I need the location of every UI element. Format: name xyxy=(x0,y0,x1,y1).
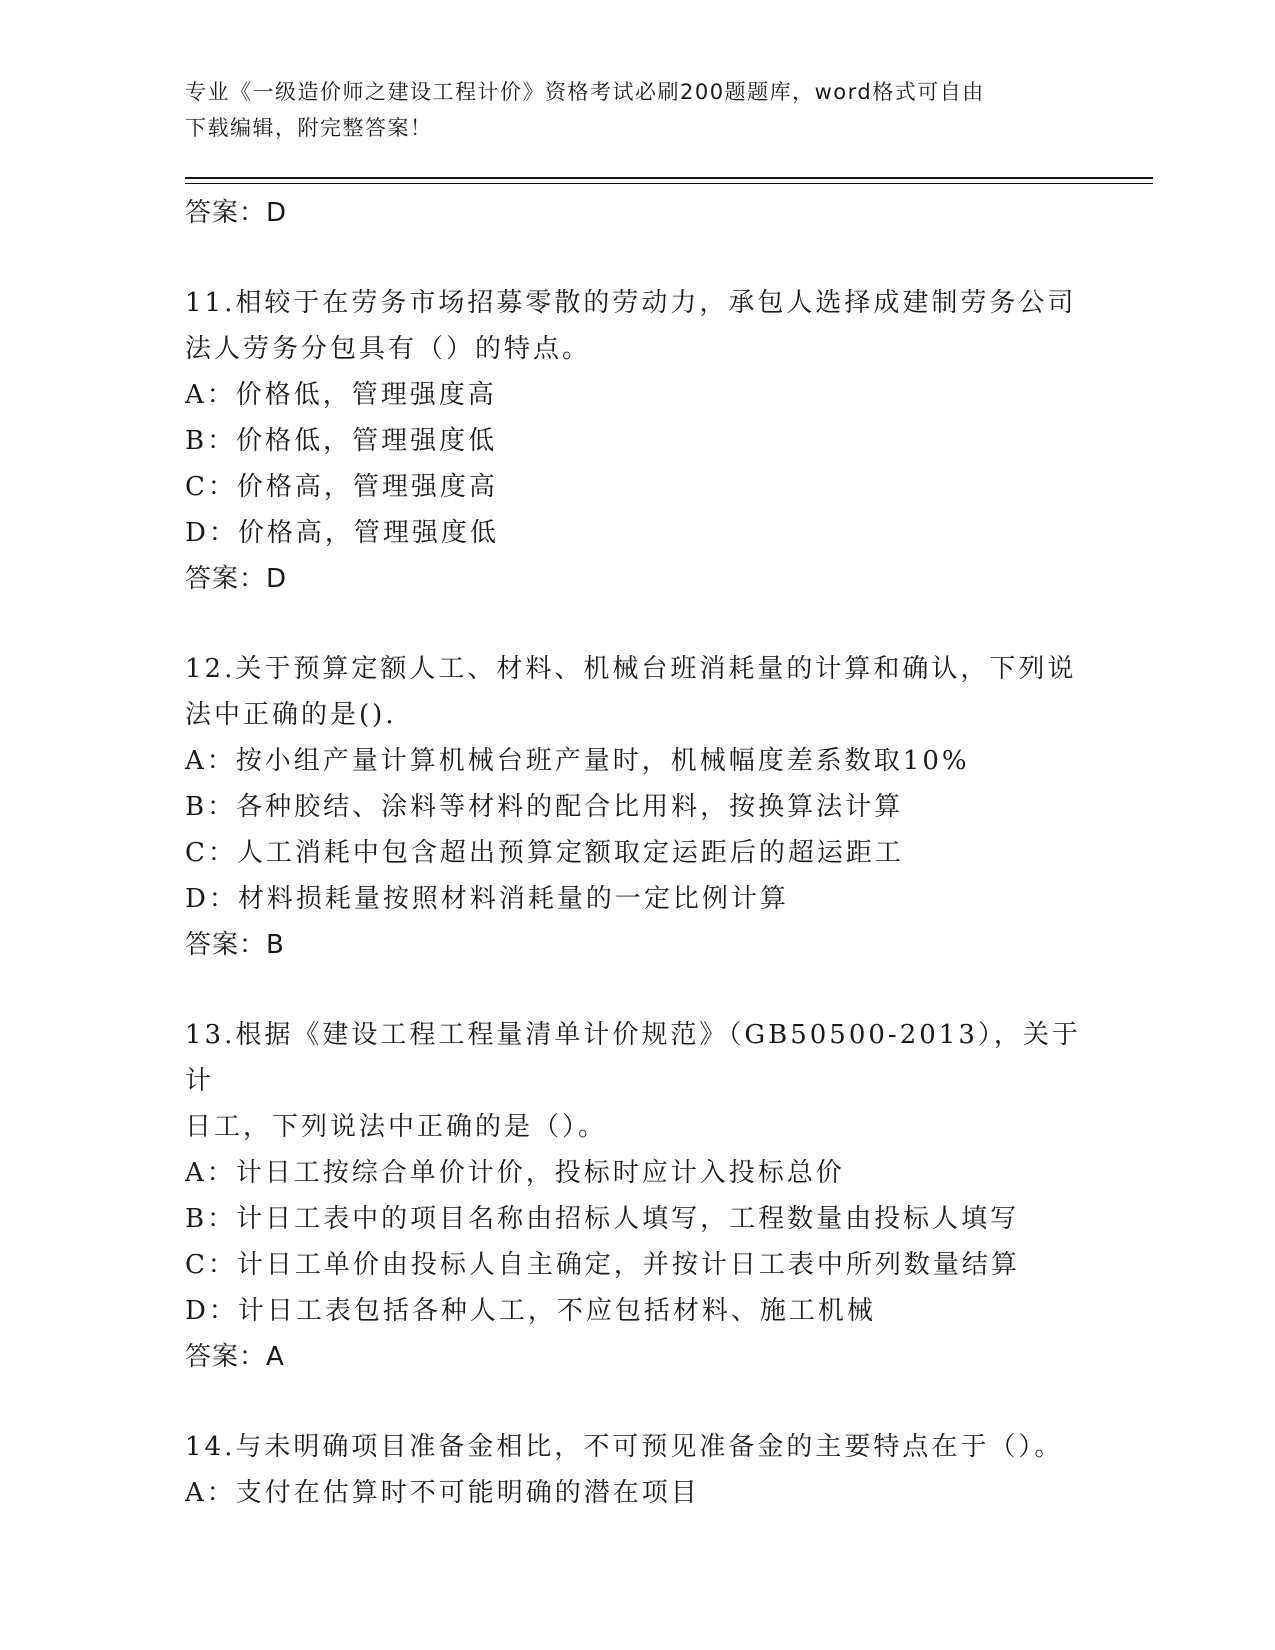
question-stem: 日工，下列说法中正确的是（）。 xyxy=(185,1112,608,1142)
header-line-2: 下载编辑，附完整答案！ xyxy=(185,116,433,140)
header-line-1: 专业《一级造价师之建设工程计价》资格考试必刷200题题库，word格式可自由 xyxy=(185,80,985,104)
option-c: C：价格高，管理强度高 xyxy=(185,472,498,502)
question-stem: 14.与未明确项目准备金相比，不可预见准备金的主要特点在于（）。 xyxy=(185,1432,1064,1462)
option-b: B：各种胶结、涂料等材料的配合比用料，按换算法计算 xyxy=(185,792,904,822)
option-d: D：价格高，管理强度低 xyxy=(185,518,499,548)
previous-answer: 答案：D xyxy=(185,198,288,228)
question-13 xyxy=(185,1012,1085,1380)
question-14 xyxy=(185,1424,1085,1516)
option-d: D：材料损耗量按照材料消耗量的一定比例计算 xyxy=(185,884,789,914)
answer: 答案：A xyxy=(185,1342,285,1372)
question-stem: 13.根据《建设工程工程量清单计价规范》（GB50500-2013），关于计 xyxy=(185,1020,1081,1096)
header-divider-thick xyxy=(185,177,1153,179)
question-stem: 法中正确的是(). xyxy=(185,700,397,730)
option-b: B：计日工表中的项目名称由招标人填写，工程数量由投标人填写 xyxy=(185,1204,1020,1234)
option-a: A：价格低，管理强度高 xyxy=(185,380,497,410)
header-divider-thin xyxy=(185,183,1153,184)
question-11 xyxy=(185,280,1085,602)
option-b: B：价格低，管理强度低 xyxy=(185,426,498,456)
question-stem: 法人劳务分包具有（）的特点。 xyxy=(185,334,592,364)
option-c: C：人工消耗中包含超出预算定额取定运距后的超运距工 xyxy=(185,838,904,868)
answer: 答案：B xyxy=(185,930,285,960)
option-a: A：按小组产量计算机械台班产量时，机械幅度差系数取10% xyxy=(185,746,970,776)
option-a: A：计日工按综合单价计价，投标时应计入投标总价 xyxy=(185,1158,845,1188)
question-list xyxy=(185,190,1085,1516)
answer: 答案：D xyxy=(185,564,288,594)
question-stem: 12.关于预算定额人工、材料、机械台班消耗量的计算和确认，下列说 xyxy=(185,654,1077,684)
option-a: A：支付在估算时不可能明确的潜在项目 xyxy=(185,1478,700,1508)
question-stem: 11.相较于在劳务市场招募零散的劳动力，承包人选择成建制劳务公司 xyxy=(185,288,1077,318)
option-c: C：计日工单价由投标人自主确定，并按计日工表中所列数量结算 xyxy=(185,1250,1020,1280)
option-d: D：计日工表包括各种人工，不应包括材料、施工机械 xyxy=(185,1296,876,1326)
page-header xyxy=(185,74,1085,146)
question-12 xyxy=(185,646,1085,968)
